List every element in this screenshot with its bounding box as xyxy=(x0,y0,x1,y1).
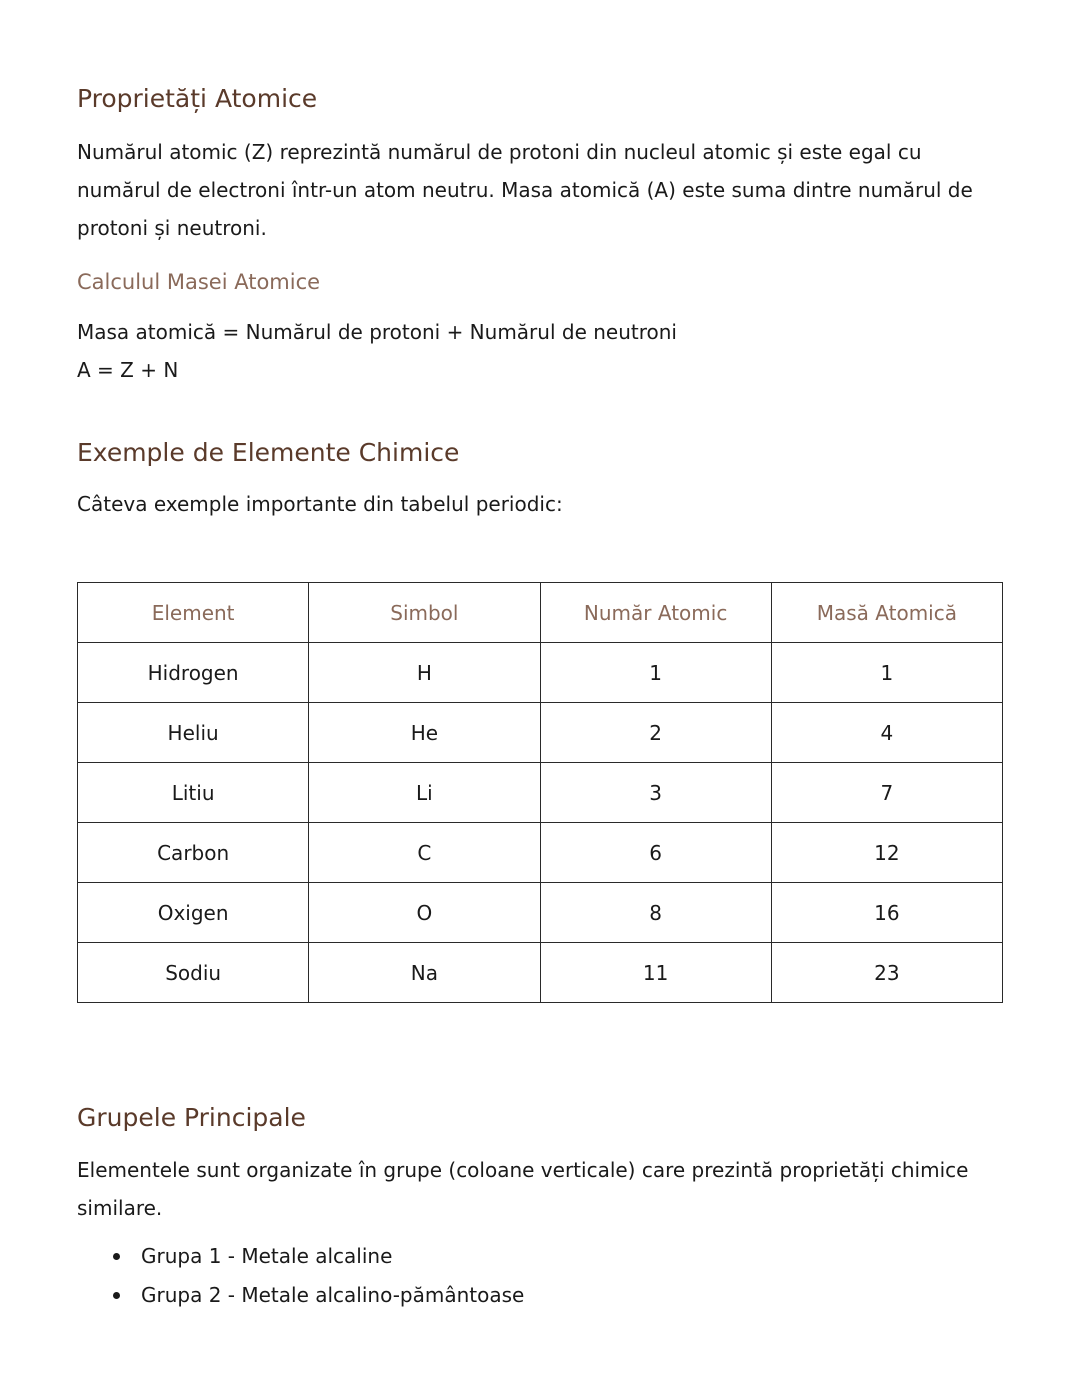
list-item xyxy=(141,1237,524,1276)
table-cell-element: Oxigen xyxy=(78,883,309,943)
table-row xyxy=(78,643,1003,703)
table-cell-symbol: H xyxy=(309,643,540,703)
section-title-element-examples: Exemple de Elemente Chimice xyxy=(77,438,460,467)
groups-list xyxy=(77,1237,524,1315)
table-cell-atomic-number: 6 xyxy=(540,823,771,883)
main-groups-paragraph: Elementele sunt organizate în grupe (coloane verticale) care prezintă proprietăți chimice similare. xyxy=(77,1158,969,1220)
table-cell-element: Heliu xyxy=(78,703,309,763)
table-header-element: Element xyxy=(78,583,309,643)
table-cell-symbol: Na xyxy=(309,943,540,1003)
section-title-main-groups: Grupele Principale xyxy=(77,1103,306,1132)
table-cell-element: Sodiu xyxy=(78,943,309,1003)
table-cell-atomic-number: 3 xyxy=(540,763,771,823)
table-row xyxy=(78,943,1003,1003)
table-header-symbol: Simbol xyxy=(309,583,540,643)
table-cell-element: Litiu xyxy=(78,763,309,823)
table-cell-atomic-number: 2 xyxy=(540,703,771,763)
bullet-icon xyxy=(113,1292,120,1299)
table-cell-atomic-mass: 4 xyxy=(771,703,1002,763)
table-cell-symbol: He xyxy=(309,703,540,763)
subsection-title-atomic-mass: Calculul Masei Atomice xyxy=(77,270,321,294)
table-row xyxy=(78,823,1003,883)
table-cell-symbol: C xyxy=(309,823,540,883)
table-row xyxy=(78,763,1003,823)
formula-line-symbols: A = Z + N xyxy=(77,358,179,382)
element-examples-intro: Câteva exemple importante din tabelul periodic: xyxy=(77,492,563,516)
table-cell-atomic-number: 8 xyxy=(540,883,771,943)
formula-line-words: Masa atomică = Numărul de protoni + Numărul de neutroni xyxy=(77,320,677,344)
table-cell-atomic-number: 11 xyxy=(540,943,771,1003)
table-cell-atomic-mass: 16 xyxy=(771,883,1002,943)
list-item-text: Grupa 1 - Metale alcaline xyxy=(141,1244,393,1268)
table-header-atomic-mass: Masă Atomică xyxy=(771,583,1002,643)
table-header-atomic-number: Număr Atomic xyxy=(540,583,771,643)
list-item xyxy=(141,1276,524,1315)
table-cell-atomic-mass: 23 xyxy=(771,943,1002,1003)
elements-table xyxy=(77,582,1003,1003)
table-row xyxy=(78,883,1003,943)
table-cell-element: Carbon xyxy=(78,823,309,883)
table-cell-atomic-mass: 1 xyxy=(771,643,1002,703)
table-cell-atomic-mass: 7 xyxy=(771,763,1002,823)
table-cell-symbol: O xyxy=(309,883,540,943)
table-cell-atomic-mass: 12 xyxy=(771,823,1002,883)
table-cell-element: Hidrogen xyxy=(78,643,309,703)
section-title-atomic-properties: Proprietăți Atomice xyxy=(77,84,318,113)
table-cell-atomic-number: 1 xyxy=(540,643,771,703)
table-header-row xyxy=(78,583,1003,643)
list-item-text: Grupa 2 - Metale alcalino-pământoase xyxy=(141,1283,525,1307)
table-cell-symbol: Li xyxy=(309,763,540,823)
atomic-properties-paragraph: Numărul atomic (Z) reprezintă numărul de protoni din nucleul atomic și este egal cu numărul de electroni într-un atom neutru. Masa atomică (A) este suma dintre numărul de protoni și neutroni. xyxy=(77,140,973,240)
table-row xyxy=(78,703,1003,763)
bullet-icon xyxy=(113,1253,120,1260)
